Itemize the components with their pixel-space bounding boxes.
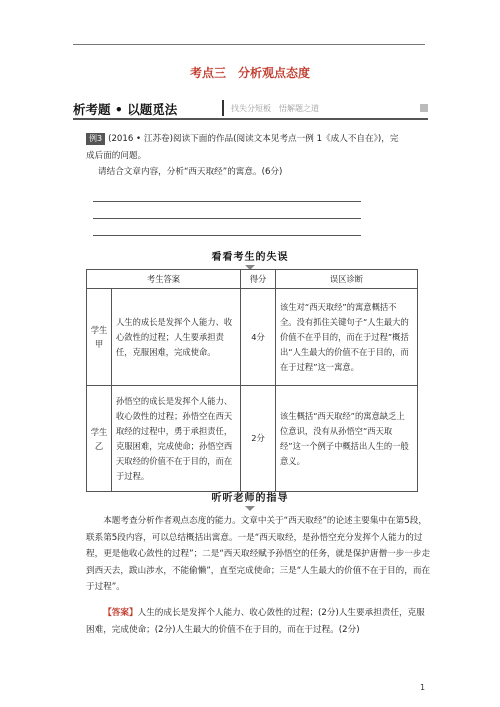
- section-subtitle: 找失分短板 悟解题之道: [231, 104, 319, 113]
- answer-line-1: [93, 201, 361, 202]
- student-name: 学生乙: [87, 386, 112, 492]
- example-line-1: (2016 • 江苏卷)阅读下面的作品(阅读文本见考点一例 1《成人不自在》)，完: [108, 134, 399, 144]
- student-answer: 孙悟空的成长是发挥个人能力、收心敛性的过程；孙悟空在西天取经的过程中，勇于承担责任，克服困难，完成使命；孙悟空西天取经的价值不在于目的，而在于过程。: [112, 386, 241, 492]
- guidance-heading-text: 听听老师的指导: [211, 493, 289, 504]
- guidance-text: 本题考查分析作者观点态度的能力。文章中关于“西天取经”的论述主要集中在第5段，联系第5段内容，可以总结概括出寓意。一是“西天取经，是孙悟空充分发挥个人能力的过程，更是他收心敛性的过程”；二是“西天取经赋予孙悟空的任务，就是保护唐僧一步一步走到西天去，跋山涉水，不能偷懒”，直至完成使命；三是“人生最大的价值不在于目的，而在于过程”。: [86, 516, 431, 592]
- page-number: 1: [420, 683, 426, 692]
- table-header-row: [87, 270, 418, 289]
- error-table: [86, 269, 418, 492]
- answer-text: 人生的成长是发挥个人能力、收心敛性的过程；(2分)人生要承担责任，克服困难，完成使命；(2分)人生最大的价值不在于目的，而在于过程。(2分): [86, 608, 425, 635]
- guidance-heading: [0, 489, 500, 511]
- student-name: 学生甲: [87, 289, 112, 386]
- student-score: 2分: [241, 386, 276, 492]
- example-tag: 例3: [86, 133, 105, 145]
- guidance-heading-arrow: [245, 506, 255, 511]
- answer-label: 【答案】: [103, 608, 138, 618]
- header-score: 得分: [241, 270, 276, 289]
- example-question: 请结合文章内容，分析“西天取经”的寓意。(6分): [98, 167, 283, 177]
- section-endcap: [420, 104, 428, 112]
- example-line-2: 成后面的问题。: [86, 150, 147, 161]
- answer-line-2: [93, 218, 361, 219]
- table-row: [87, 386, 418, 492]
- section-separator: [222, 100, 224, 116]
- example-block: [86, 131, 431, 181]
- header-diagnosis: 误区诊断: [276, 270, 418, 289]
- student-diagnosis: 该生对“西天取经”的寓意概括不全。没有抓住关键句子“人生最大的价值不在乎目的，而在于过程”概括出“人生最大的价值不在于目的，而在于过程”这一寓意。: [276, 289, 418, 386]
- answer-block: [86, 605, 431, 638]
- student-answer: 人生的成长是发挥个人能力、收心敛性的过程；人生要承担责任，克服困难，完成使命。: [112, 289, 241, 386]
- errors-heading-text: 看看考生的失误: [211, 252, 289, 263]
- table-row: [87, 289, 418, 386]
- answer-line-3: [93, 235, 361, 236]
- page-title: 考点三 分析观点态度: [189, 66, 310, 80]
- student-diagnosis: 该生概括“西天取经”的寓意缺乏上位意识，没有从孙悟空“西天取经”这一个例子中概括出人生的一般意义。: [276, 386, 418, 492]
- errors-heading: [0, 248, 500, 270]
- section-underline: [73, 118, 428, 120]
- top-rule: [73, 44, 425, 45]
- header-answer: 考生答案: [87, 270, 241, 289]
- section-heading: 析考题 • 以题觅法: [73, 102, 178, 117]
- student-score: 4分: [241, 289, 276, 386]
- section-bar: [73, 100, 428, 120]
